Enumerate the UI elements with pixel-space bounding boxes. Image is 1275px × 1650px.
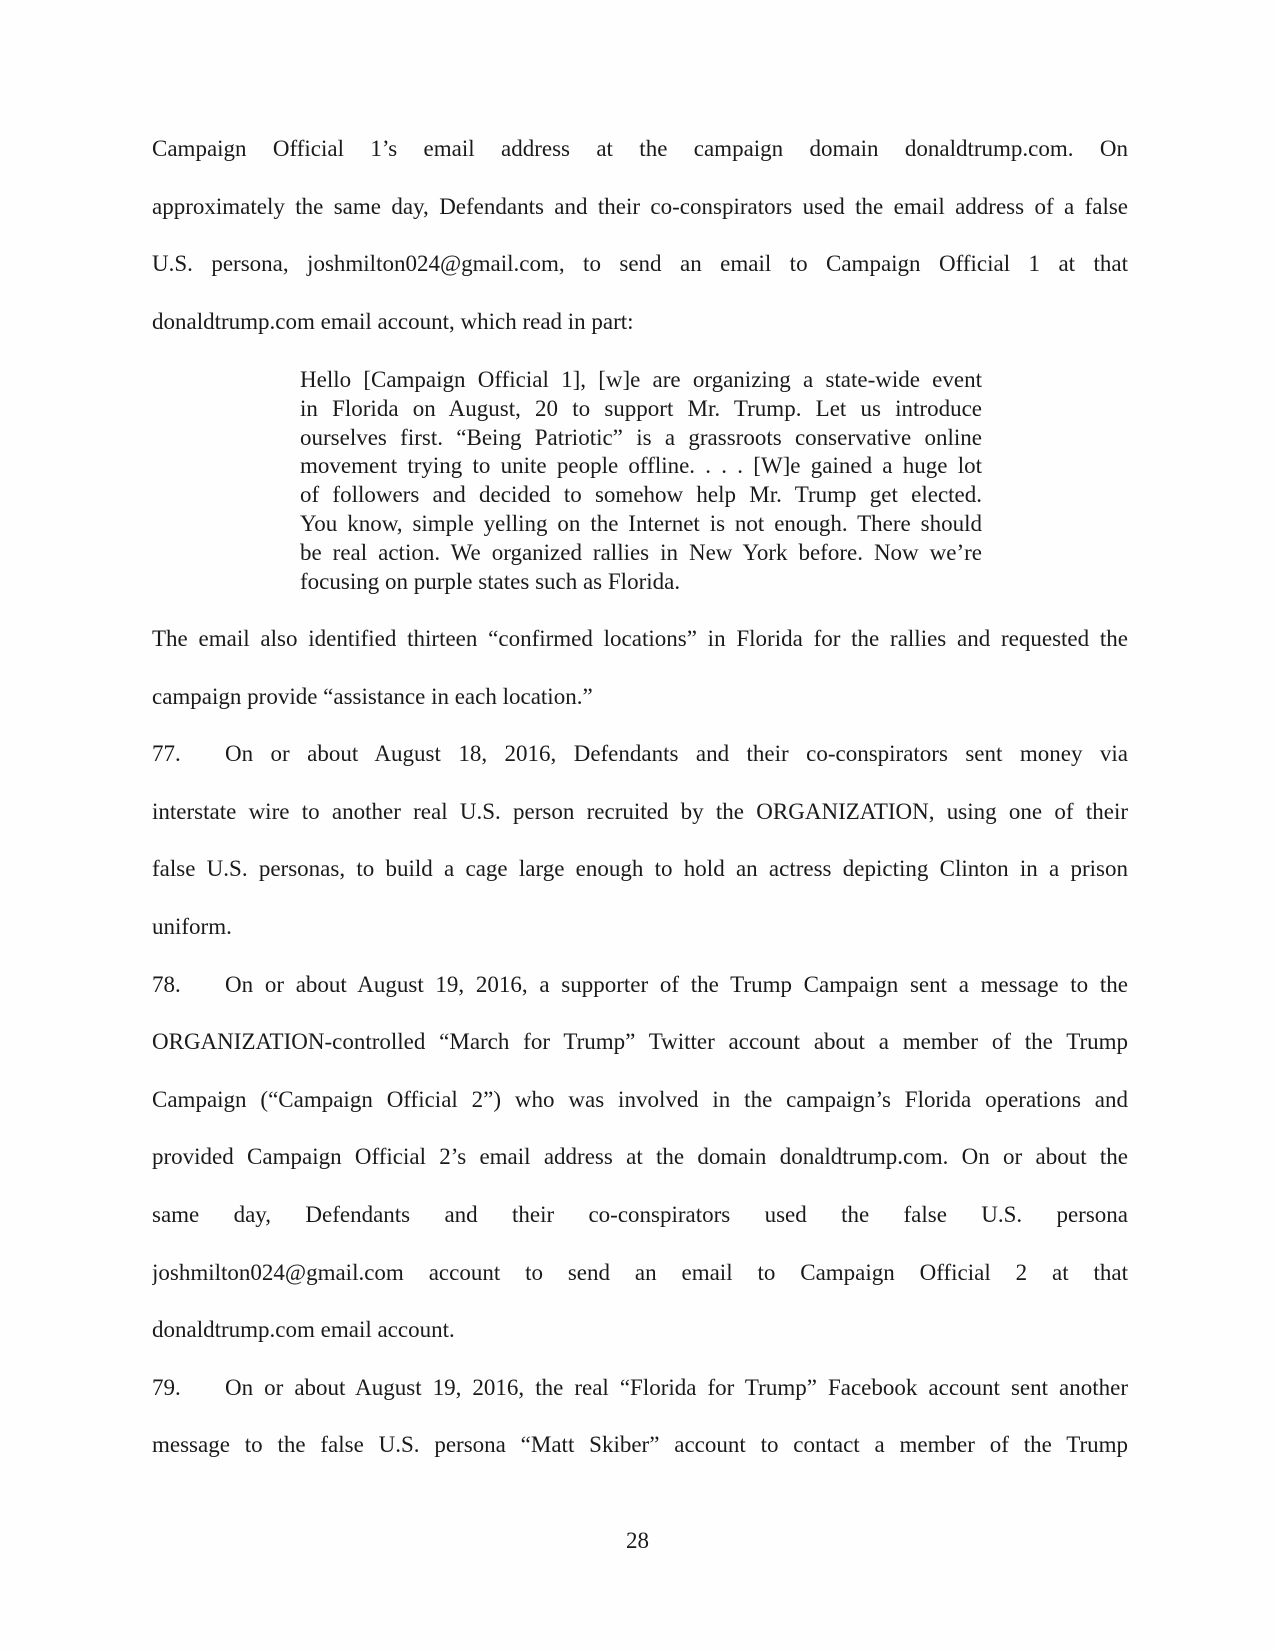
text-line: campaign provide “assistance in each location.” [152, 683, 593, 709]
paragraph-79-first-line [152, 1359, 1128, 1417]
text-line: interstate wire to another real U.S. person recruited by the ORGANIZATION, using one of their [152, 798, 1128, 824]
text-line: uniform. [152, 913, 232, 939]
text-line: joshmilton024@gmail.com account to send an email to Campaign Official 2 at that [152, 1259, 1128, 1285]
paragraphs-main [152, 610, 1128, 1474]
text-line: U.S. persona, joshmilton024@gmail.com, to send an email to Campaign Official 1 at that [152, 251, 1128, 277]
paragraph-number: 78. [152, 971, 181, 997]
text-line: On or about August 19, 2016, the real “Florida for Trump” Facebook account sent another [225, 1374, 1128, 1400]
text-line: The email also identified thirteen “confirmed locations” in Florida for the rallies and requested the [152, 626, 1128, 651]
paragraph-77-first-line [152, 725, 1128, 783]
text-line: message to the false U.S. persona “Matt Skiber” account to contact a member of the Trump [152, 1432, 1128, 1458]
text-line: On or about August 19, 2016, a supporter of the Trump Campaign sent a message to the [225, 971, 1128, 997]
block-quote [300, 366, 982, 596]
text-line: donaldtrump.com email account, which read in part: [152, 308, 634, 334]
paragraph-number: 79. [152, 1374, 181, 1400]
text-line: provided Campaign Official 2’s email address at the domain donaldtrump.com. On or about the [152, 1144, 1128, 1170]
text-line: Campaign Official 1’s email address at the campaign domain donaldtrump.com. On [152, 136, 1128, 161]
quote-line: You know, simple yelling on the Internet is not enough. There should [300, 510, 982, 536]
page-number: 28 [626, 1528, 649, 1553]
quote-line: in Florida on August, 20 to support Mr. Trump. Let us introduce [300, 395, 982, 421]
text-line: approximately the same day, Defendants and their co-conspirators used the email address of a false [152, 193, 1128, 219]
text-line: Campaign (“Campaign Official 2”) who was involved in the campaign’s Florida operations and [152, 1086, 1128, 1112]
quote-line: Hello [Campaign Official 1], [w]e are organizing a state-wide event [300, 367, 982, 392]
quote-line: movement trying to unite people offline. . . . [W]e gained a huge lot [300, 453, 982, 479]
quote-line: be real action. We organized rallies in New York before. Now we’re [300, 539, 982, 565]
quote-line: of followers and decided to somehow help Mr. Trump get elected. [300, 482, 982, 508]
text-line: ORGANIZATION-controlled “March for Trump” Twitter account about a member of the Trump [152, 1029, 1128, 1055]
quote-line: focusing on purple states such as Florida. [300, 568, 681, 594]
paragraph-number: 77. [152, 741, 181, 767]
text-line: false U.S. personas, to build a cage large enough to hold an actress depicting Clinton in a prison [152, 856, 1128, 882]
paragraph-intro [152, 120, 1128, 350]
paragraph-78-first-line [152, 956, 1128, 1014]
text-line: same day, Defendants and their co-conspirators used the false U.S. persona [152, 1201, 1128, 1227]
text-line: donaldtrump.com email account. [152, 1317, 455, 1343]
text-line: On or about August 18, 2016, Defendants and their co-conspirators sent money via [225, 741, 1128, 767]
quote-line: ourselves first. “Being Patriotic” is a grassroots conservative online [300, 424, 982, 450]
